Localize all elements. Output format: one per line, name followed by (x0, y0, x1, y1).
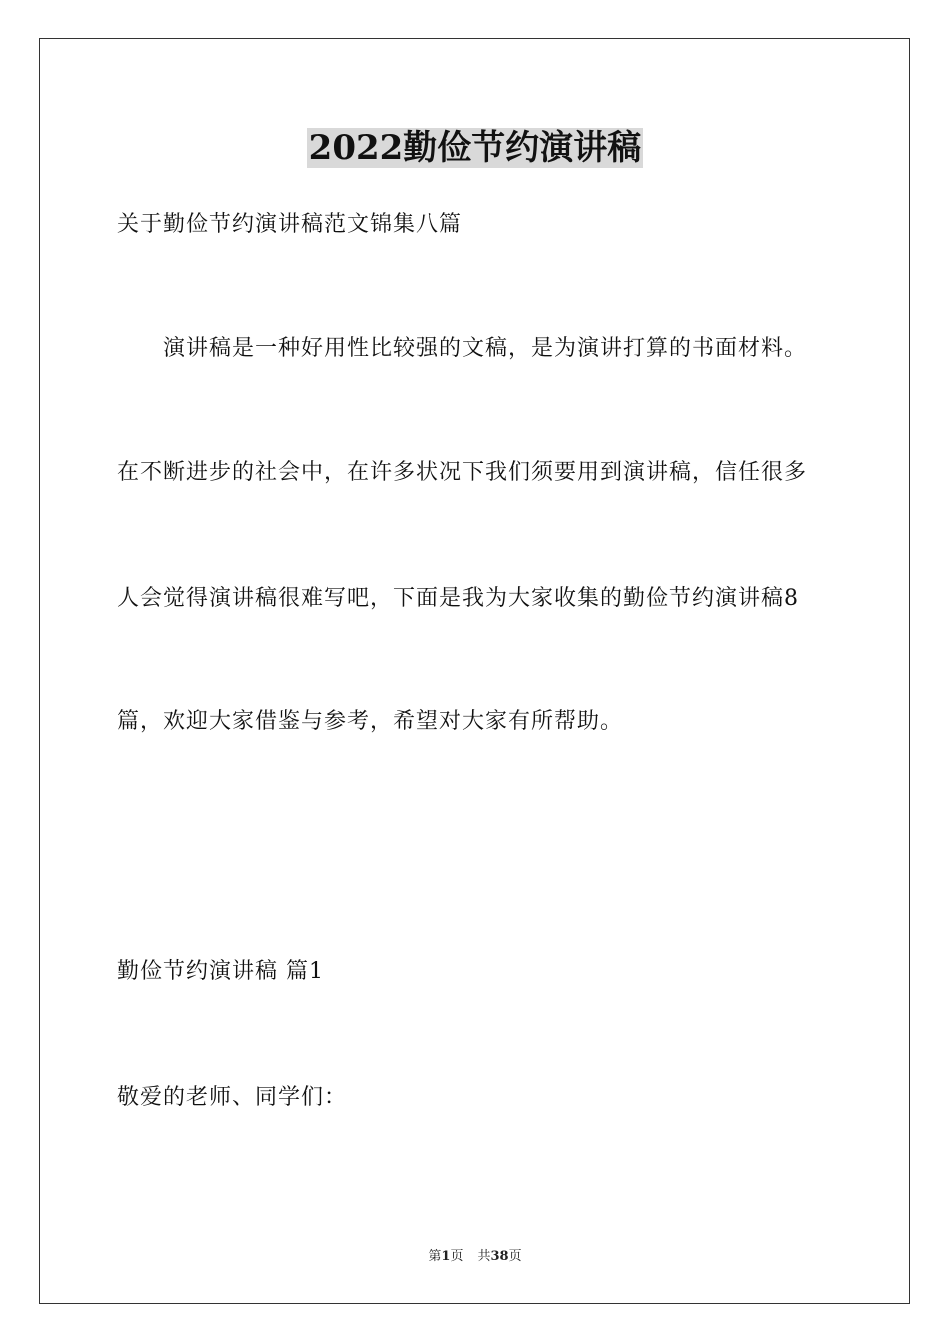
page-suffix: 页 (450, 1249, 464, 1264)
intro-line-1: 演讲稿是一种好用性比较强的文稿，是为演讲打算的书面材料。 (163, 336, 808, 361)
total-prefix: 共 (477, 1249, 491, 1264)
intro-line-3: 人会觉得演讲稿很难写吧，下面是我为大家收集的勤俭节约演讲稿8 (117, 586, 799, 611)
page-number: 1 (441, 1249, 451, 1264)
salutation: 敬爱的老师、同学们： (117, 1085, 348, 1110)
page-footer (0, 1248, 950, 1266)
intro-line-4: 篇，欢迎大家借鉴与参考，希望对大家有所帮助。 (117, 709, 624, 734)
document-title (0, 124, 950, 172)
page-prefix: 第 (428, 1249, 442, 1264)
document-subtitle: 关于勤俭节约演讲稿范文锦集八篇 (117, 212, 463, 237)
total-suffix: 页 (508, 1249, 522, 1264)
intro-line-2: 在不断进步的社会中，在许多状况下我们须要用到演讲稿，信任很多 (117, 460, 808, 485)
document-title-text: 2022勤俭节约演讲稿 (308, 128, 642, 168)
total-pages: 38 (490, 1249, 509, 1264)
section-heading: 勤俭节约演讲稿 篇1 (117, 959, 324, 984)
